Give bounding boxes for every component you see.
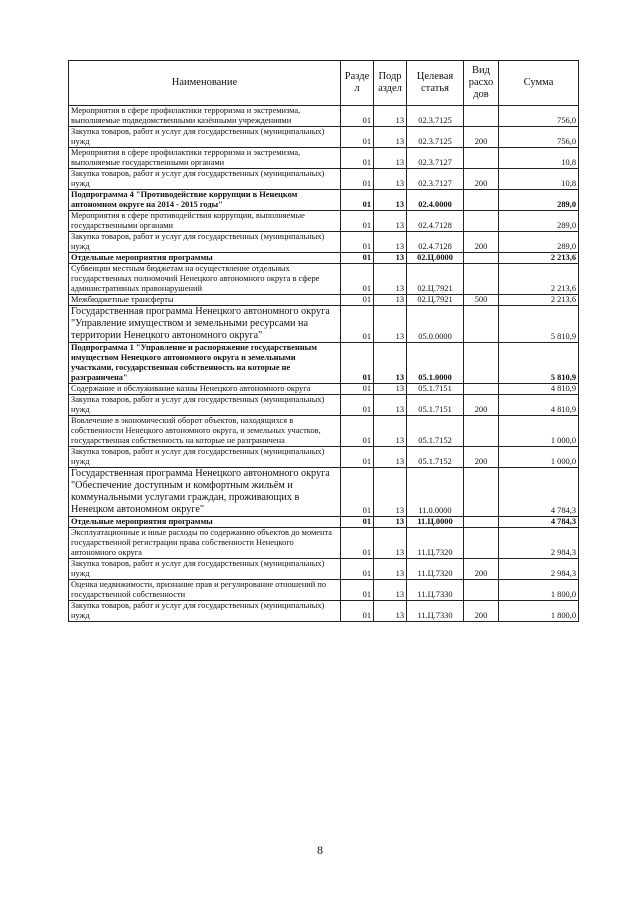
cell-sum: 10,8 <box>499 169 579 190</box>
cell-sum: 1 000,0 <box>499 416 579 447</box>
cell-sum: 4 784,3 <box>499 517 579 528</box>
cell-subsection: 13 <box>374 211 407 232</box>
cell-name: Закупка товаров, работ и услуг для государственных (муниципальных) нужд <box>69 601 341 622</box>
table-row <box>69 528 579 559</box>
header-name: Наименование <box>69 61 341 106</box>
cell-type: 200 <box>464 169 499 190</box>
table-row <box>69 211 579 232</box>
table-row <box>69 253 579 264</box>
cell-target: 05.1.7151 <box>407 384 464 395</box>
cell-section: 01 <box>341 169 374 190</box>
cell-type: 200 <box>464 127 499 148</box>
cell-name: Отдельные мероприятия программы <box>69 253 341 264</box>
cell-type <box>464 384 499 395</box>
cell-type: 200 <box>464 601 499 622</box>
cell-section: 01 <box>341 295 374 306</box>
cell-name: Вовлечение в экономический оборот объектов, находящихся в собственности Ненецкого автономного округа, и земельных участков, государственная собственность на которые не разграничена <box>69 416 341 447</box>
cell-section: 01 <box>341 395 374 416</box>
table-row <box>69 447 579 468</box>
cell-subsection: 13 <box>374 601 407 622</box>
cell-subsection: 13 <box>374 559 407 580</box>
cell-sum: 289,0 <box>499 211 579 232</box>
cell-name: Отдельные мероприятия программы <box>69 517 341 528</box>
header-sum: Сумма <box>499 61 579 106</box>
cell-subsection: 13 <box>374 306 407 343</box>
cell-name: Мероприятия в сфере профилактики терроризма и экстремизма, выполняемые государственными органами <box>69 148 341 169</box>
cell-section: 01 <box>341 127 374 148</box>
cell-section: 01 <box>341 528 374 559</box>
header-row <box>69 61 579 106</box>
cell-name: Государственная программа Ненецкого автономного округа "Управление имуществом и земельными ресурсами на территории Ненецкого автономного округа" <box>69 306 341 343</box>
table-row <box>69 106 579 127</box>
cell-sum: 2 213,6 <box>499 264 579 295</box>
cell-type <box>464 580 499 601</box>
cell-section: 01 <box>341 106 374 127</box>
cell-name: Содержание и обслуживание казны Ненецкого автономного округа <box>69 384 341 395</box>
cell-subsection: 13 <box>374 190 407 211</box>
cell-section: 01 <box>341 601 374 622</box>
table-row <box>69 559 579 580</box>
table-row <box>69 416 579 447</box>
cell-sum: 4 810,9 <box>499 384 579 395</box>
table-row <box>69 169 579 190</box>
cell-target: 11.Ц.7330 <box>407 601 464 622</box>
cell-sum: 756,0 <box>499 106 579 127</box>
table-row <box>69 190 579 211</box>
cell-type <box>464 468 499 517</box>
header-subsection: Подр аздел <box>374 61 407 106</box>
cell-type <box>464 148 499 169</box>
cell-name: Межбюджетные трансферты <box>69 295 341 306</box>
cell-section: 01 <box>341 343 374 384</box>
table-row <box>69 306 579 343</box>
cell-name: Мероприятия в сфере профилактики терроризма и экстремизма, выполняемые подведомственными казёнными учреждениями <box>69 106 341 127</box>
cell-sum: 2 984,3 <box>499 528 579 559</box>
table-row <box>69 127 579 148</box>
cell-sum: 1 800,0 <box>499 601 579 622</box>
cell-target: 02.3.7127 <box>407 169 464 190</box>
cell-name: Закупка товаров, работ и услуг для государственных (муниципальных) нужд <box>69 232 341 253</box>
cell-section: 01 <box>341 264 374 295</box>
table-row <box>69 395 579 416</box>
cell-target: 02.4.7128 <box>407 232 464 253</box>
cell-sum: 4 810,9 <box>499 395 579 416</box>
cell-sum: 4 784,3 <box>499 468 579 517</box>
cell-target: 05.1.7151 <box>407 395 464 416</box>
cell-subsection: 13 <box>374 295 407 306</box>
cell-type <box>464 528 499 559</box>
cell-section: 01 <box>341 232 374 253</box>
cell-type <box>464 211 499 232</box>
table-row <box>69 517 579 528</box>
cell-type <box>464 190 499 211</box>
header-target: Целевая статья <box>407 61 464 106</box>
cell-section: 01 <box>341 211 374 232</box>
cell-target: 05.1.7152 <box>407 447 464 468</box>
cell-section: 01 <box>341 253 374 264</box>
cell-target: 05.1.0000 <box>407 343 464 384</box>
cell-type: 200 <box>464 395 499 416</box>
cell-subsection: 13 <box>374 580 407 601</box>
cell-target: 02.3.7125 <box>407 106 464 127</box>
cell-subsection: 13 <box>374 127 407 148</box>
cell-target: 02.4.0000 <box>407 190 464 211</box>
cell-subsection: 13 <box>374 148 407 169</box>
header-expense-type: Вид расхо дов <box>464 61 499 106</box>
header-section: Разде л <box>341 61 374 106</box>
cell-type <box>464 306 499 343</box>
cell-subsection: 13 <box>374 264 407 295</box>
table-row <box>69 343 579 384</box>
cell-name: Государственная программа Ненецкого автономного округа "Обеспечение доступным и комфортным жильём и коммунальными услугами граждан, проживающих в Ненецком автономном округе" <box>69 468 341 517</box>
table-row <box>69 148 579 169</box>
cell-subsection: 13 <box>374 447 407 468</box>
table-row <box>69 264 579 295</box>
cell-target: 11.Ц.0000 <box>407 517 464 528</box>
cell-sum: 5 810,9 <box>499 306 579 343</box>
table-row <box>69 601 579 622</box>
cell-subsection: 13 <box>374 343 407 384</box>
cell-subsection: 13 <box>374 384 407 395</box>
cell-type <box>464 343 499 384</box>
page-number: 8 <box>317 843 323 857</box>
cell-type: 200 <box>464 232 499 253</box>
cell-subsection: 13 <box>374 517 407 528</box>
cell-sum: 1 000,0 <box>499 447 579 468</box>
cell-name: Мероприятия в сфере противодействия коррупции, выполняемые государственными органами <box>69 211 341 232</box>
cell-name: Закупка товаров, работ и услуг для государственных (муниципальных) нужд <box>69 127 341 148</box>
cell-name: Закупка товаров, работ и услуг для государственных (муниципальных) нужд <box>69 447 341 468</box>
table-row <box>69 232 579 253</box>
cell-section: 01 <box>341 559 374 580</box>
cell-subsection: 13 <box>374 169 407 190</box>
cell-sum: 289,0 <box>499 190 579 211</box>
cell-target: 02.4.7128 <box>407 211 464 232</box>
cell-subsection: 13 <box>374 232 407 253</box>
cell-subsection: 13 <box>374 416 407 447</box>
cell-section: 01 <box>341 148 374 169</box>
table-row <box>69 580 579 601</box>
cell-section: 01 <box>341 580 374 601</box>
table-row <box>69 295 579 306</box>
cell-section: 01 <box>341 447 374 468</box>
cell-type <box>464 416 499 447</box>
cell-sum: 289,0 <box>499 232 579 253</box>
cell-target: 05.1.7152 <box>407 416 464 447</box>
cell-sum: 756,0 <box>499 127 579 148</box>
cell-sum: 2 213,6 <box>499 253 579 264</box>
cell-target: 02.Ц.7921 <box>407 264 464 295</box>
budget-table <box>68 60 579 622</box>
cell-type <box>464 106 499 127</box>
cell-name: Подпрограмма 1 "Управление и распоряжение государственным имуществом Ненецкого автономного округа и земельными участками, государственная собственность на которые не разграничена" <box>69 343 341 384</box>
table-row <box>69 384 579 395</box>
cell-sum: 2 213,6 <box>499 295 579 306</box>
cell-target: 11.Ц.7330 <box>407 580 464 601</box>
cell-section: 01 <box>341 190 374 211</box>
table-body <box>69 106 579 622</box>
cell-type <box>464 517 499 528</box>
cell-type <box>464 253 499 264</box>
cell-type: 200 <box>464 559 499 580</box>
cell-target: 02.3.7125 <box>407 127 464 148</box>
cell-target: 02.Ц.0000 <box>407 253 464 264</box>
cell-section: 01 <box>341 468 374 517</box>
cell-sum: 5 810,9 <box>499 343 579 384</box>
cell-type: 500 <box>464 295 499 306</box>
cell-target: 05.0.0000 <box>407 306 464 343</box>
cell-target: 11.Ц.7320 <box>407 559 464 580</box>
cell-subsection: 13 <box>374 106 407 127</box>
cell-section: 01 <box>341 306 374 343</box>
cell-target: 02.3.7127 <box>407 148 464 169</box>
cell-name: Закупка товаров, работ и услуг для государственных (муниципальных) нужд <box>69 395 341 416</box>
cell-name: Закупка товаров, работ и услуг для государственных (муниципальных) нужд <box>69 559 341 580</box>
cell-name: Оценка недвижимости, признание прав и регулирование отношений по государственной собственности <box>69 580 341 601</box>
cell-target: 02.Ц.7921 <box>407 295 464 306</box>
cell-type: 200 <box>464 447 499 468</box>
cell-section: 01 <box>341 416 374 447</box>
table-row <box>69 468 579 517</box>
cell-subsection: 13 <box>374 468 407 517</box>
cell-subsection: 13 <box>374 528 407 559</box>
cell-section: 01 <box>341 517 374 528</box>
cell-sum: 1 800,0 <box>499 580 579 601</box>
cell-sum: 10,8 <box>499 148 579 169</box>
cell-subsection: 13 <box>374 253 407 264</box>
cell-section: 01 <box>341 384 374 395</box>
cell-target: 11.0.0000 <box>407 468 464 517</box>
cell-subsection: 13 <box>374 395 407 416</box>
cell-name: Закупка товаров, работ и услуг для государственных (муниципальных) нужд <box>69 169 341 190</box>
cell-name: Субвенции местным бюджетам на осуществление отдельных государственных полномочий Ненецкого автономного округа в сфере административных правонарушений <box>69 264 341 295</box>
cell-name: Подпрограмма 4 "Противодействие коррупции в Ненецком автономном округе на 2014 - 2015 годы" <box>69 190 341 211</box>
cell-sum: 2 984,3 <box>499 559 579 580</box>
cell-name: Эксплуатационные и иные расходы по содержанию объектов до момента государственной регистрации права собственности Ненецкого автономного округа <box>69 528 341 559</box>
cell-type <box>464 264 499 295</box>
cell-target: 11.Ц.7320 <box>407 528 464 559</box>
